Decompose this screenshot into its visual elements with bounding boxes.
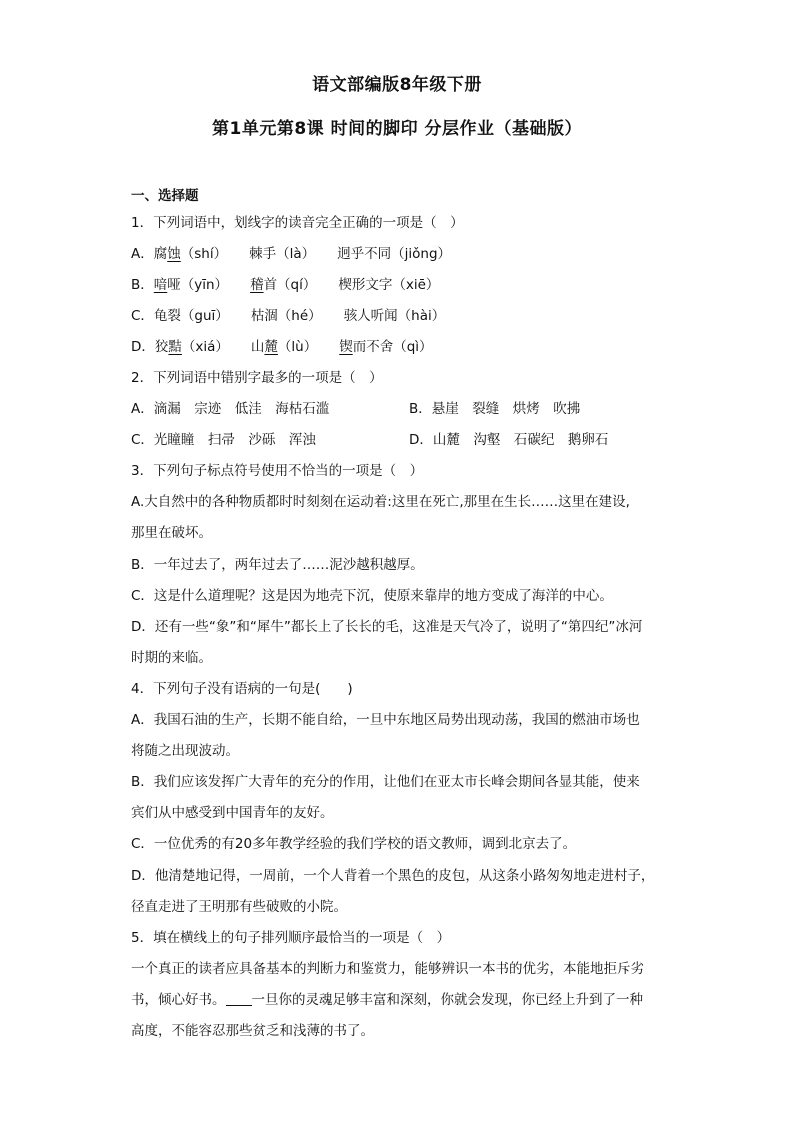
- document-title: 语文部编版8年级下册: [312, 75, 482, 95]
- word: 哑（yīn）: [167, 277, 229, 293]
- question-1-option-c: [131, 306, 445, 326]
- question-3-option-c: C．这是什么道理呢？这是因为地壳下沉，使原来靠岸的地方变成了海洋的中心。: [131, 588, 613, 604]
- word: 迥乎不同（jiǒng）: [337, 246, 452, 262]
- question-3-option-a: A.大自然中的各种物质都时时刻刻在运动着:这里在死亡,那里在生长……这里在建设,: [131, 494, 630, 510]
- question-4-option-d: D．他清楚地记得，一周前，一个人背着一个黑色的皮包，从这条小路匆匆地走进村子，: [131, 868, 655, 884]
- question-2-option-c: C．光瞳瞳 扫帚 沙砾 浑浊: [131, 432, 316, 448]
- question-1-stem: 1．下列词语中，划线字的读音完全正确的一项是（ ）: [131, 215, 464, 231]
- underlined-char: 稽: [250, 277, 264, 293]
- question-4-option-b-cont: 宾们从中感受到中国青年的友好。: [131, 805, 334, 821]
- question-1-option-b: [131, 275, 439, 295]
- question-2-option-b: B．悬崖 裂缝 烘烤 吹拂: [409, 401, 581, 417]
- question-1-option-d: [131, 337, 433, 357]
- pinyin: （xiá）: [181, 339, 229, 355]
- question-4-option-c: C．一位优秀的有20多年教学经验的我们学校的语文教师，调到北京去了。: [131, 836, 577, 852]
- question-4-option-a: A．我国石油的生产，长期不能自给，一旦中东地区局势出现动荡，我国的燃油市场也: [131, 712, 640, 728]
- word: 首（qí）: [263, 277, 317, 293]
- section-heading: 一、选择题: [131, 188, 199, 204]
- pinyin: là: [289, 246, 302, 262]
- underlined-char: 麓: [264, 339, 278, 355]
- question-2-option-a: A．滴漏 宗迹 低洼 海枯石滥: [131, 401, 330, 417]
- option-b-label: B．: [131, 277, 154, 293]
- question-2-option-d: D．山麓 沟壑 石碳纪 鹅卵石: [409, 432, 609, 448]
- pinyin: （shí）: [180, 246, 228, 262]
- underlined-char: 蚀: [167, 246, 181, 262]
- question-5-passage-line-2: [131, 990, 643, 1010]
- question-4-option-b: B．我们应该发挥广大青年的充分的作用，让他们在亚太市长峰会期间各显其能，使来: [131, 774, 640, 790]
- question-5-passage-line-1: 一个真正的读者应具备基本的判断力和鉴赏力，能够辨识一本书的优劣，本能地拒斥劣: [131, 961, 644, 977]
- question-5-stem: 5．填在横线上的句子排列顺序最恰当的一项是（ ）: [131, 930, 451, 946]
- question-3-option-d-cont: 时期的来临。: [131, 650, 212, 666]
- word: 楔形文字（xiē）: [338, 277, 440, 293]
- passage-text: 书，倾心好书。: [131, 992, 226, 1008]
- option-d-label: D．狡: [131, 339, 169, 355]
- question-5-passage-line-3: 高度，不能容忍那些贫乏和浅薄的书了。: [131, 1023, 374, 1039]
- fill-blank: [226, 991, 252, 1006]
- word: 骇人听闻（hài）: [343, 308, 446, 324]
- word: ）: [301, 246, 316, 262]
- word: 棘手（: [249, 246, 290, 262]
- passage-text: 一旦你的灵魂足够丰富和深刻，你就会发现，你已经上升到了一种: [251, 992, 643, 1008]
- underlined-char: 喑: [153, 277, 168, 293]
- pinyin: （lù）: [277, 339, 318, 355]
- question-2-stem: 2．下列词语中错别字最多的一项是（ ）: [131, 370, 383, 386]
- underlined-char: 黠: [168, 339, 182, 355]
- question-3-stem: 3．下列句子标点符号使用不恰当的一项是（ ）: [131, 463, 424, 479]
- word: 山: [250, 339, 265, 355]
- question-4-option-d-cont: 径直走进了王明那有些破败的小院。: [131, 899, 347, 915]
- document-subtitle: 第1单元第8课 时间的脚印 分层作业（基础版）: [212, 119, 582, 139]
- question-4-stem: 4．下列句子没有语病的一句是( ): [131, 681, 353, 697]
- underlined-char: 锲: [339, 339, 353, 355]
- option-a-label: A．腐: [131, 246, 168, 262]
- word: 而不舍（qì）: [352, 339, 433, 355]
- word: 枯涸（hé）: [250, 308, 322, 324]
- question-3-option-d: D．还有一些“象”和“犀牛”都长上了长长的毛，这准是天气冷了，说明了“第四纪”冰河: [131, 619, 643, 635]
- option-c-label: C．龟裂（guī）: [131, 308, 229, 324]
- question-3-option-a-cont: 那里在破坏。: [131, 525, 212, 541]
- question-1-option-a: [131, 244, 451, 264]
- question-3-option-b: B．一年过去了，两年过去了……泥沙越积越厚。: [131, 557, 424, 573]
- question-4-option-a-cont: 将随之出现波动。: [131, 743, 239, 759]
